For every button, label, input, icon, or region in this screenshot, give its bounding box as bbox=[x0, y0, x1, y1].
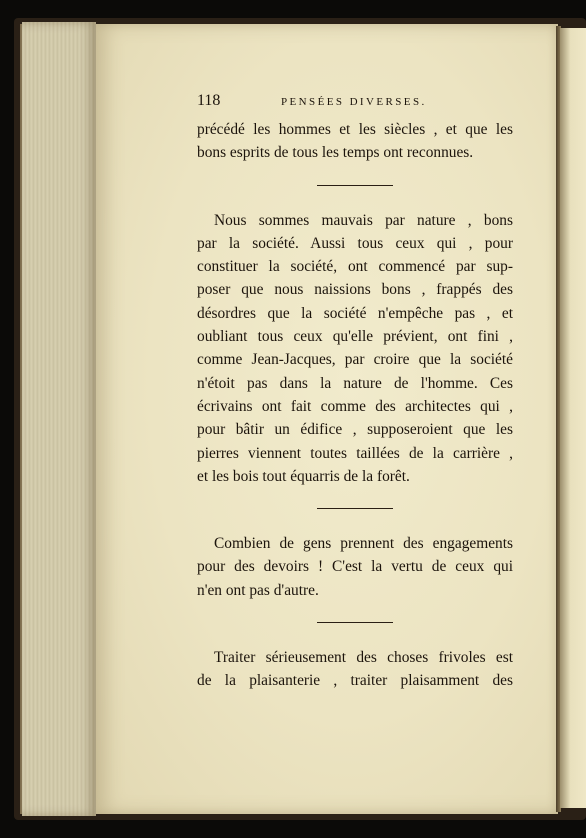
text-line: par la société. Aussi tous ceux qui , pour bbox=[197, 234, 513, 252]
text-line: comme Jean-Jacques, par croire que la société bbox=[197, 351, 513, 369]
text-line: constituer la société, ont commencé par sup- bbox=[197, 258, 513, 276]
text-line: bons esprits de tous les temps ont reconnues. bbox=[197, 144, 474, 162]
text-line: pour bâtir un édifice , supposeroient que les bbox=[197, 421, 513, 439]
text-line: poser que nous naissions bons , frappés des bbox=[197, 281, 513, 299]
paragraph-nature bbox=[197, 209, 513, 489]
text-line: Combien de gens prennent des engagements bbox=[214, 535, 513, 553]
paragraph-engagements bbox=[197, 532, 513, 602]
text-line: Traiter sérieusement des choses frivoles est bbox=[214, 649, 513, 667]
text-line: écrivains ont fait comme des architectes qui , bbox=[197, 397, 513, 415]
text-line: précédé les hommes et les siècles , et que les bbox=[197, 121, 513, 138]
paragraph-plaisanterie bbox=[197, 646, 513, 693]
text-line: pour des devoirs ! C'est la vertu de ceux qui bbox=[197, 558, 513, 576]
running-head bbox=[197, 92, 513, 118]
text-line: Nous sommes mauvais par nature , bons bbox=[214, 211, 513, 229]
page-text bbox=[197, 92, 513, 693]
text-line: n'étoit pas dans la nature de l'homme. Ces bbox=[197, 374, 513, 392]
page-edges bbox=[22, 22, 96, 816]
text-line: n'en ont pas d'autre. bbox=[197, 581, 319, 599]
page-number: 118 bbox=[197, 92, 221, 109]
text-line: pierres viennent toutes taillées de la carrière , bbox=[197, 444, 513, 462]
facing-page-edge bbox=[560, 28, 586, 808]
paragraph-continuation bbox=[197, 118, 513, 165]
text-line: désordres que la société n'empêche pas , et bbox=[197, 304, 513, 322]
running-head-title: PENSÉES DIVERSES. bbox=[281, 96, 427, 108]
text-line: et les bois tout équarris de la forêt. bbox=[197, 467, 410, 485]
text-line: de la plaisanterie , traiter plaisamment des bbox=[197, 672, 513, 690]
text-line: oubliant tous ceux qu'elle prévient, ont fini , bbox=[197, 328, 513, 346]
